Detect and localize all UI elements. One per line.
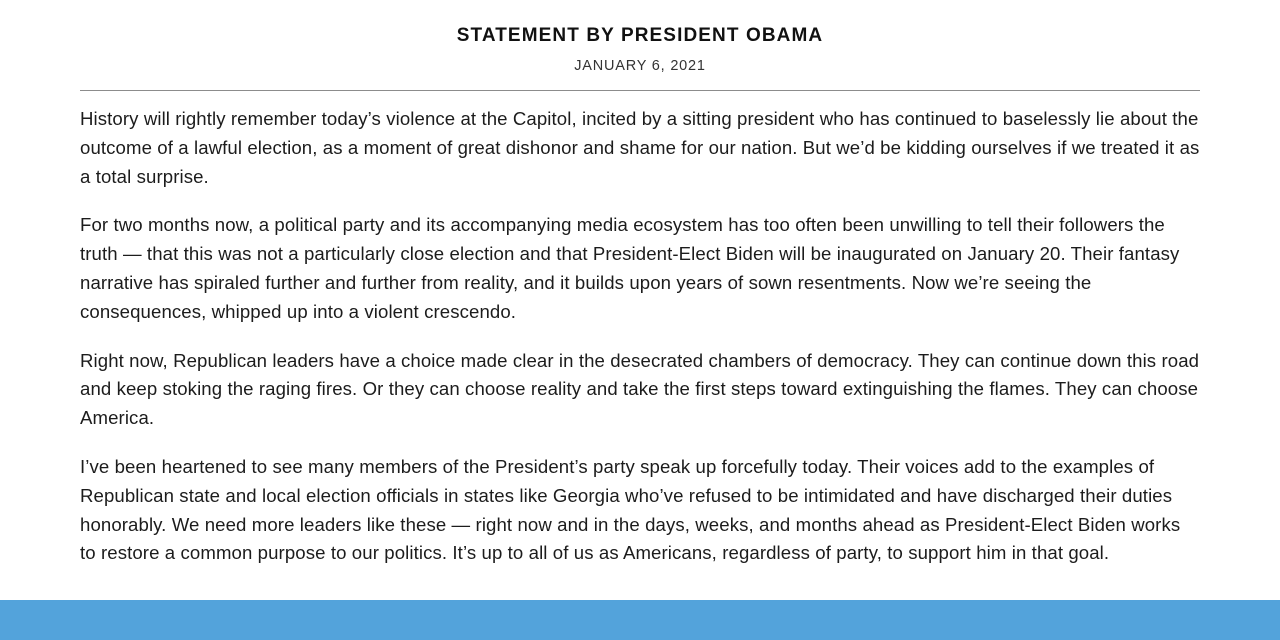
page-title: STATEMENT BY PRESIDENT OBAMA <box>456 25 824 46</box>
paragraph: I’ve been heartened to see many members of the President’s party speak up forcefully today. Their voices add to the examples of Republican state and local election officials in states like Georgia who’ve refused to be intimidated and have discharged their duties honorably. We need more leaders like these — right now and in the days, weeks, and months ahead as President-Elect Biden works to restore a common purpose to our politics. It’s up to all of us as Americans, regardless of party, to support him in that goal. <box>80 456 1181 564</box>
footer-accent-bar <box>0 600 1280 640</box>
header-divider <box>80 90 1200 91</box>
statement-body <box>80 105 1200 568</box>
statement-date: JANUARY 6, 2021 <box>574 57 706 74</box>
paragraph: Right now, Republican leaders have a choice made clear in the desecrated chambers of democracy. They can continue down this road and keep stoking the raging fires. Or they can choose reality and take the first steps toward extinguishing the flames. They can choose America. <box>80 349 1200 429</box>
paragraph: For two months now, a political party and its accompanying media ecosystem has too often been unwilling to tell their followers the truth — that this was not a particularly close election and that President-Elect Biden will be inaugurated on January 20. Their fantasy narrative has spiraled further and further from reality, and it builds upon years of sown resentments. Now we’re seeing the consequences, whipped up into a violent crescendo. <box>80 214 1180 322</box>
paragraph: History will rightly remember today’s violence at the Capitol, incited by a sitting president who has continued to baselessly lie about the outcome of a lawful election, as a moment of great dishonor and shame for our nation. But we’d be kidding ourselves if we treated it as a total surprise. <box>80 108 1200 187</box>
